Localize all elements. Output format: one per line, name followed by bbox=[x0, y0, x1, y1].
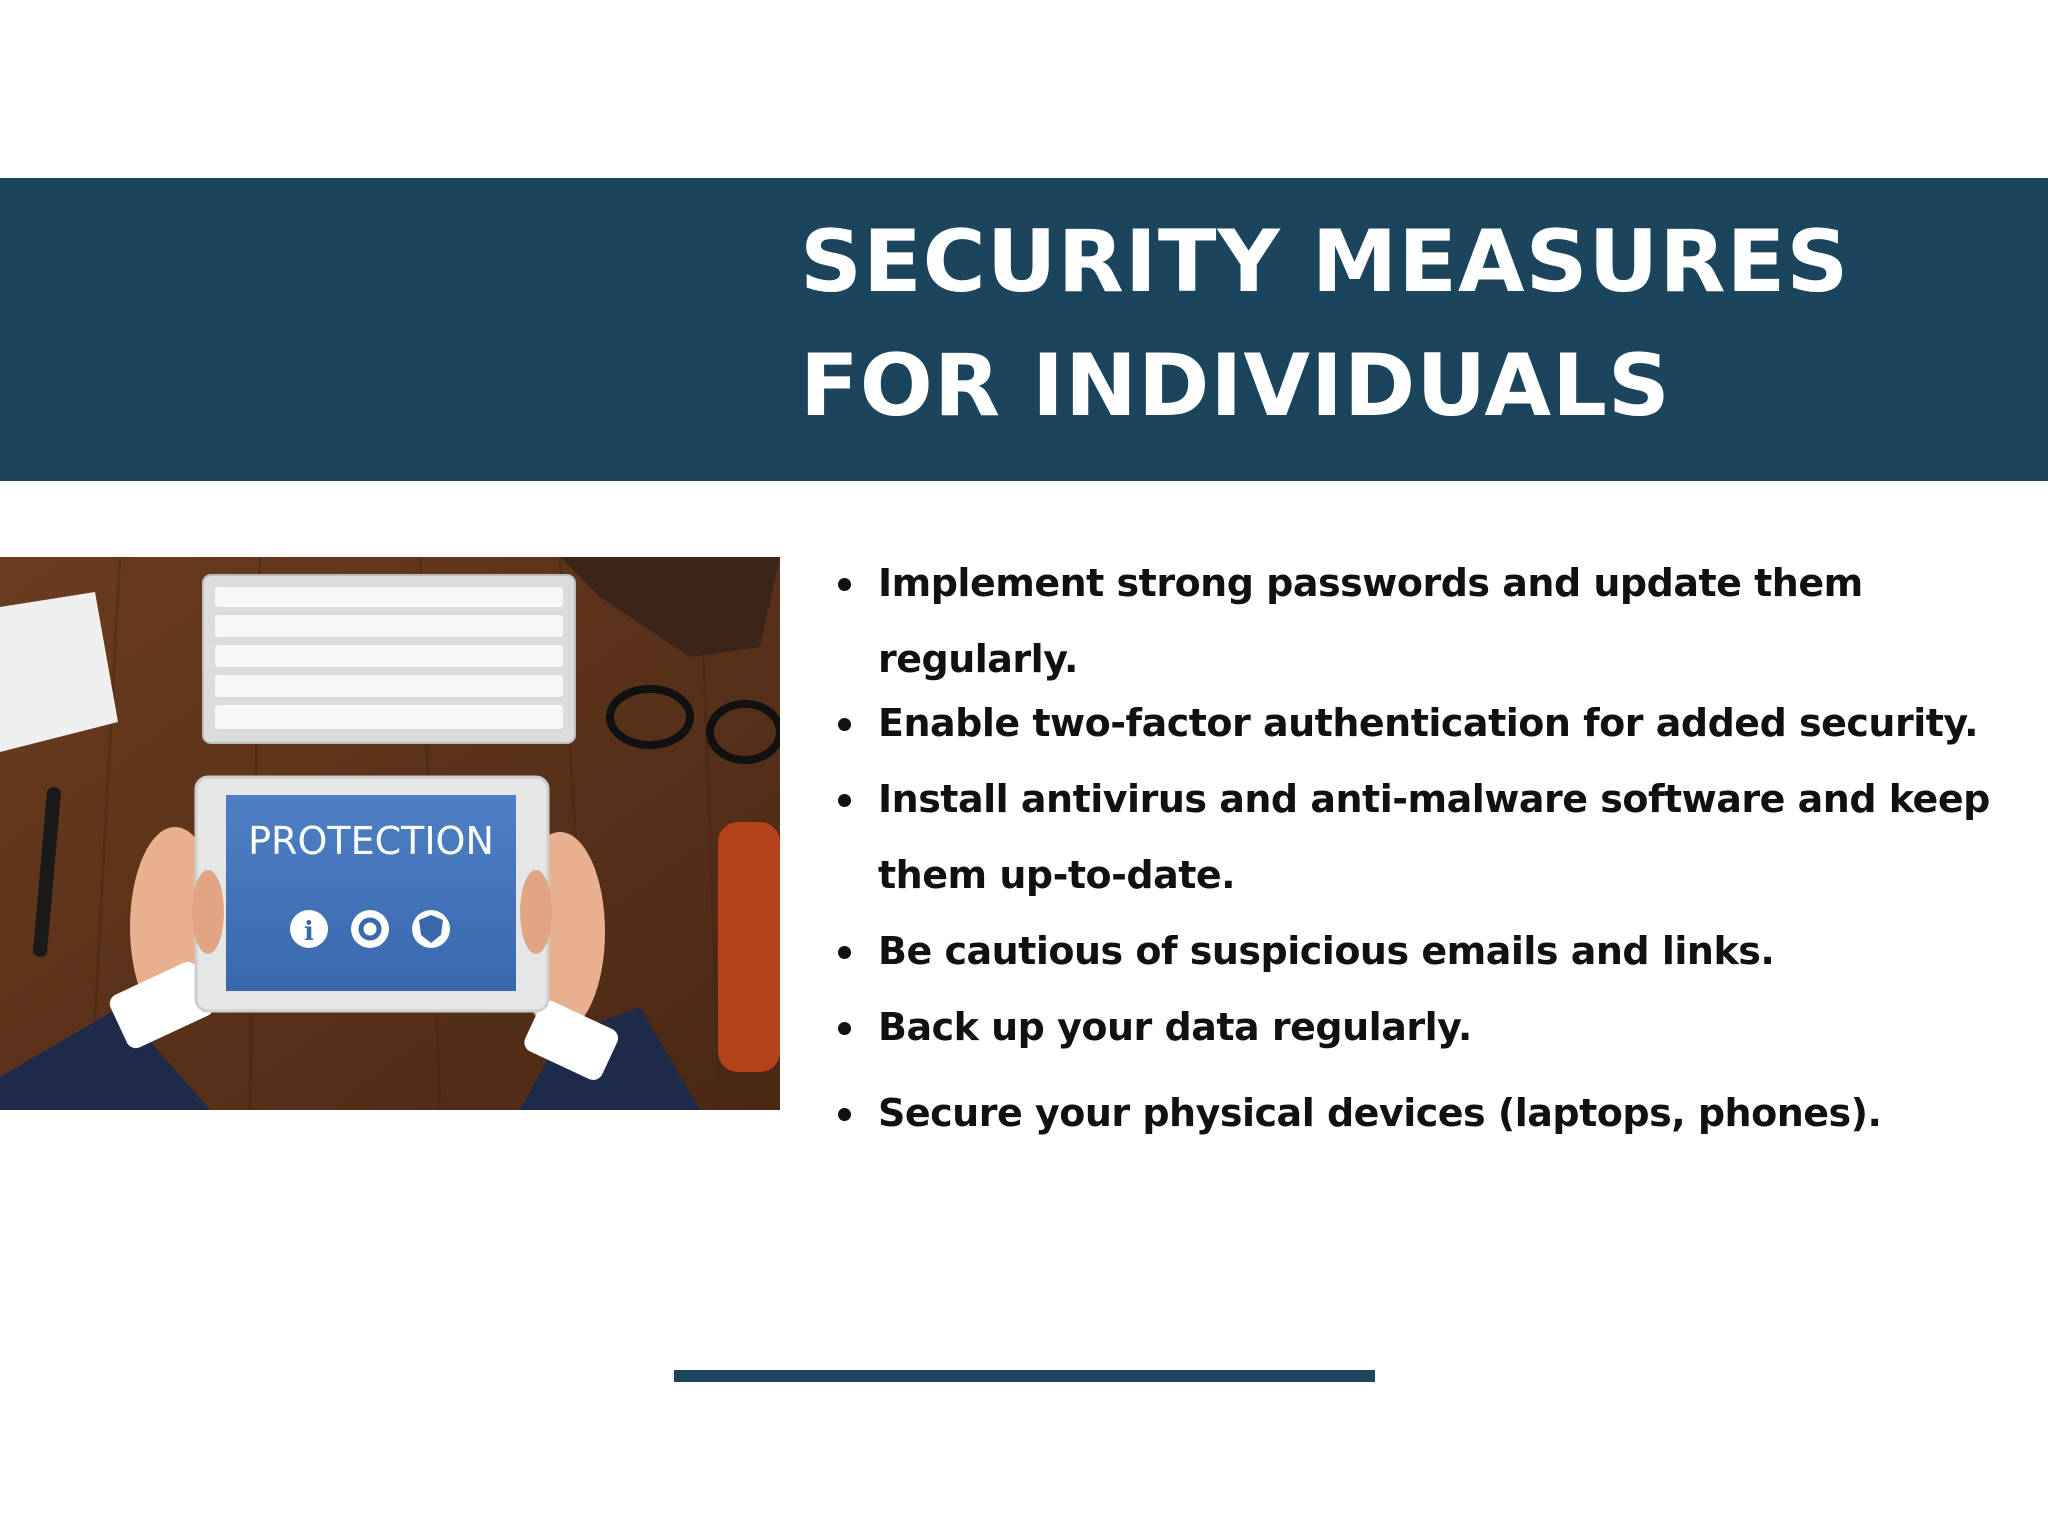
slide-title bbox=[800, 200, 2000, 448]
info-icon bbox=[290, 910, 328, 948]
svg-text:i: i bbox=[304, 917, 314, 947]
tablet-protection-label: PROTECTION bbox=[248, 819, 494, 863]
slide-title-line-2: FOR INDIVIDUALS bbox=[800, 336, 1671, 436]
bullet-text: Back up your data regularly. bbox=[878, 1005, 1472, 1049]
shield-icon bbox=[412, 910, 450, 948]
bullet-text: Implement strong passwords and update them regularly. bbox=[878, 561, 1863, 681]
bullet-dot bbox=[838, 946, 851, 959]
protection-photo bbox=[0, 557, 780, 1110]
gear-icon bbox=[351, 910, 389, 948]
bullet-text: Be cautious of suspicious emails and links. bbox=[878, 929, 1775, 973]
bullet-text: Install antivirus and anti-malware software and keep them up-to-date. bbox=[878, 777, 1990, 897]
bullet-dot bbox=[838, 1108, 851, 1121]
bullet-text: Enable two-factor authentication for added security. bbox=[878, 701, 1979, 745]
bullet-dot bbox=[838, 794, 851, 807]
bullet-dot bbox=[838, 1022, 851, 1035]
bullet-text: Secure your physical devices (laptops, phones). bbox=[878, 1091, 1882, 1135]
bullet-dot bbox=[838, 578, 851, 591]
slide-title-line-1: SECURITY MEASURES bbox=[800, 212, 1850, 312]
bullet-dot bbox=[838, 718, 851, 731]
footer-rule bbox=[674, 1370, 1375, 1382]
